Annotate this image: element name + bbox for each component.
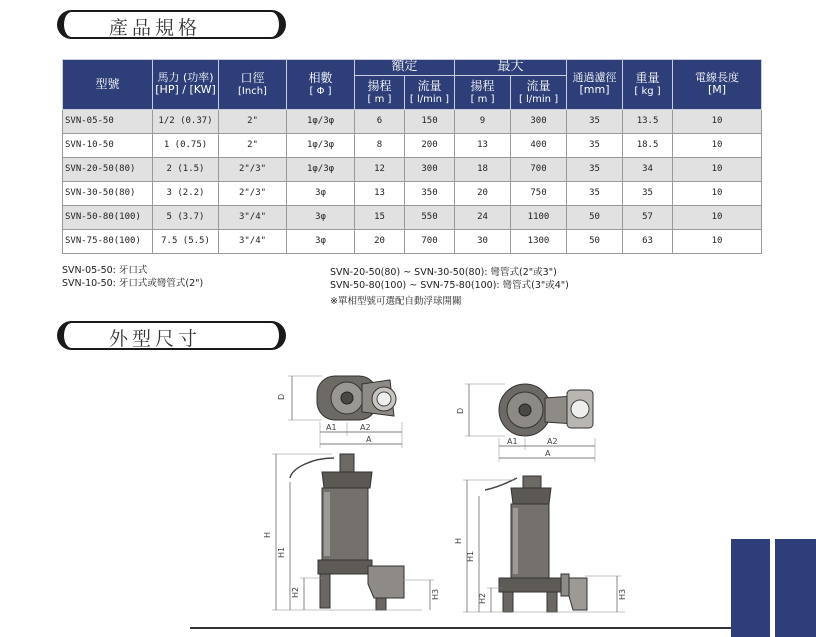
note-left-2: SVN-10-50: 牙口式或彎管式(2") [62, 278, 204, 289]
header-phase: 相數 [ Φ ] [287, 60, 355, 110]
dim-label-h2-2: H2 [478, 592, 487, 604]
cell-phase: 1φ/3φ [287, 109, 355, 133]
cell-phase: 1φ/3φ [287, 133, 355, 157]
cell-model: SVN-30-50(80) [63, 181, 153, 205]
cell-max-head: 13 [455, 133, 511, 157]
pump-drawing-large [455, 368, 640, 620]
cell-outlet: 2" [219, 133, 287, 157]
header-cable: 電線長度 [M] [673, 60, 762, 110]
cell-power: 1 (0.75) [153, 133, 219, 157]
cell-rated-head: 13 [355, 181, 405, 205]
section-title-spec: 產品規格 [109, 17, 202, 39]
cell-phase: 1φ/3φ [287, 157, 355, 181]
pump-side-view [290, 454, 404, 610]
cell-passage: 50 [567, 229, 623, 253]
cell-cable: 10 [673, 205, 762, 229]
section-header-dims [57, 321, 286, 350]
cell-max-flow: 300 [511, 109, 567, 133]
header-max-flow: 流量 [ l/min ] [511, 75, 567, 109]
cell-weight: 57 [623, 205, 673, 229]
cell-outlet: 3"/4" [219, 229, 287, 253]
cell-passage: 50 [567, 205, 623, 229]
cell-cable: 10 [673, 109, 762, 133]
cell-cable: 10 [673, 157, 762, 181]
header-rated-head: 揚程 [ m ] [355, 75, 405, 109]
dim-label-a-2: A [545, 449, 551, 458]
header-power: 馬力 (功率) [HP] / [KW] [153, 60, 219, 110]
corner-block-right [775, 539, 816, 637]
section-header-spec [57, 10, 286, 39]
cell-rated-flow: 350 [405, 181, 455, 205]
cell-rated-head: 6 [355, 109, 405, 133]
cell-outlet: 3"/4" [219, 205, 287, 229]
header-rated: 額定 [355, 60, 455, 76]
dim-label-a1-2: A1 [507, 437, 518, 446]
cell-max-head: 20 [455, 181, 511, 205]
dim-label-h2: H2 [291, 586, 300, 598]
dim-label-d: D [277, 393, 286, 400]
cell-max-flow: 1300 [511, 229, 567, 253]
header-model: 型號 [63, 60, 153, 110]
header-rated-flow: 流量 [ l/min ] [405, 75, 455, 109]
cell-power: 7.5 (5.5) [153, 229, 219, 253]
cell-rated-head: 12 [355, 157, 405, 181]
cell-outlet: 2" [219, 109, 287, 133]
cell-max-head: 9 [455, 109, 511, 133]
table-row [63, 133, 762, 157]
note-left [62, 264, 203, 290]
cell-max-head: 18 [455, 157, 511, 181]
table-row [63, 109, 762, 133]
note-right-2: SVN-50-80(100) ~ SVN-75-80(100): 彎管式(3"或4") [330, 280, 569, 291]
cell-model: SVN-20-50(80) [63, 157, 153, 181]
cell-weight: 63 [623, 229, 673, 253]
cell-power: 1/2 (0.37) [153, 109, 219, 133]
cell-passage: 35 [567, 109, 623, 133]
cell-weight: 18.5 [623, 133, 673, 157]
cell-rated-head: 15 [355, 205, 405, 229]
dim-label-a1: A1 [326, 423, 337, 432]
cell-rated-head: 20 [355, 229, 405, 253]
cell-rated-flow: 200 [405, 133, 455, 157]
cell-outlet: 2"/3" [219, 157, 287, 181]
pump-top-view-flanged [499, 384, 593, 436]
cell-model: SVN-10-50 [63, 133, 153, 157]
cell-model: SVN-50-80(100) [63, 205, 153, 229]
dim-label-a: A [366, 435, 372, 444]
cell-rated-head: 8 [355, 133, 405, 157]
table-row [63, 181, 762, 205]
cell-cable: 10 [673, 133, 762, 157]
dim-label-h3-2: H3 [618, 588, 627, 600]
cell-cable: 10 [673, 229, 762, 253]
header-passage: 通過濾徑 [mm] [567, 60, 623, 110]
cell-power: 5 (3.7) [153, 205, 219, 229]
header-max: 最大 [455, 60, 567, 76]
cell-cable: 10 [673, 181, 762, 205]
cell-max-head: 24 [455, 205, 511, 229]
header-max-head: 揚程 [ m ] [455, 75, 511, 109]
cell-max-flow: 750 [511, 181, 567, 205]
cell-model: SVN-75-80(100) [63, 229, 153, 253]
cell-rated-flow: 550 [405, 205, 455, 229]
dim-label-h1: H1 [277, 546, 286, 558]
cell-phase: 3φ [287, 205, 355, 229]
cell-max-flow: 400 [511, 133, 567, 157]
footer-rule [190, 627, 735, 629]
cell-weight: 34 [623, 157, 673, 181]
dim-label-h-2: H [454, 537, 463, 544]
note-right-1: SVN-20-50(80) ~ SVN-30-50(80): 彎管式(2"或3") [330, 267, 557, 278]
cell-passage: 35 [567, 157, 623, 181]
dim-label-h: H [263, 531, 272, 538]
cell-max-flow: 700 [511, 157, 567, 181]
pump-drawing-small [262, 368, 447, 620]
cell-model: SVN-05-50 [63, 109, 153, 133]
note-right-3: ※單相型號可選配自動浮球開關 [330, 296, 462, 307]
header-outlet: 口徑 [Inch] [219, 60, 287, 110]
dim-label-a2-2: A2 [547, 437, 558, 446]
table-row [63, 205, 762, 229]
dim-label-h1-2: H1 [466, 550, 475, 562]
table-row [63, 229, 762, 253]
cell-max-head: 30 [455, 229, 511, 253]
cell-weight: 13.5 [623, 109, 673, 133]
cell-passage: 35 [567, 133, 623, 157]
cell-passage: 35 [567, 181, 623, 205]
dim-label-a2: A2 [360, 423, 371, 432]
cell-rated-flow: 700 [405, 229, 455, 253]
cell-outlet: 2"/3" [219, 181, 287, 205]
cell-rated-flow: 150 [405, 109, 455, 133]
pump-top-view [317, 376, 396, 420]
dim-label-d-2: D [456, 407, 465, 414]
cell-phase: 3φ [287, 229, 355, 253]
dim-label-h3: H3 [431, 588, 440, 600]
cell-power: 3 (2.2) [153, 181, 219, 205]
header-weight: 重量 [ kg ] [623, 60, 673, 110]
cell-weight: 35 [623, 181, 673, 205]
note-right [330, 266, 569, 308]
note-left-1: SVN-05-50: 牙口式 [62, 265, 148, 276]
spec-table [62, 59, 762, 254]
corner-block-left [731, 539, 770, 637]
section-title-dims: 外型尺寸 [109, 328, 202, 350]
pump-side-view-flanged [485, 476, 587, 612]
cell-rated-flow: 300 [405, 157, 455, 181]
cell-power: 2 (1.5) [153, 157, 219, 181]
cell-max-flow: 1100 [511, 205, 567, 229]
table-row [63, 157, 762, 181]
cell-phase: 3φ [287, 181, 355, 205]
